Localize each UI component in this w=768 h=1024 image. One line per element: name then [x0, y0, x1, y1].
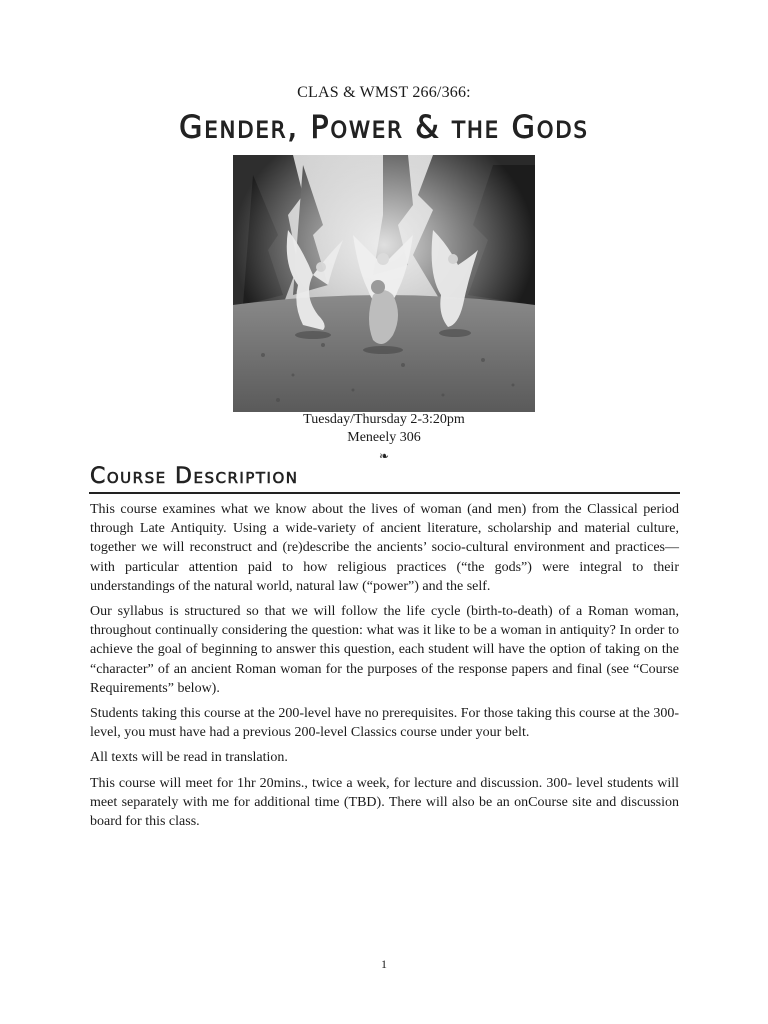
section-heading: Course Description — [90, 464, 299, 489]
course-description-body — [90, 500, 679, 837]
paragraph-meeting-details: This course will meet for 1hr 20mins., twice a week, for lecture and discussion. 300- level students will meet separately with me for additional time (TBD). There will also be an onCourse site and discussion board for this class. — [90, 775, 679, 830]
course-code: CLAS & WMST 266/366: — [297, 84, 471, 101]
paragraph-syllabus-structure: Our syllabus is structured so that we will follow the life cycle (birth-to-death) of a Roman woman, throughout continually considering the question: what was it like to be a woman in antiquity? In order to achieve the goal of beginning to answer this question, each student will have the option of taking on the “character” of an ancient Roman woman for the purposes of the response papers and final (see “Course Requirements” below). — [90, 604, 679, 696]
photograph-illustration — [233, 155, 535, 412]
section-divider — [89, 492, 680, 494]
page-title: Gender, Power & the Gods — [179, 109, 589, 146]
photograph — [233, 155, 535, 412]
paragraph-translation-note: All texts will be read in translation. — [90, 750, 288, 766]
paragraph-prerequisites: Students taking this course at the 200-level have no prerequisites. For those taking this course at the 300-level, you must have had a previous 200-level Classics course under your belt. — [90, 706, 679, 741]
page-number: 1 — [381, 957, 387, 971]
fleuron-ornament: ❧ — [378, 449, 390, 463]
meeting-room: Meneely 306 — [347, 430, 421, 445]
paragraph-overview: This course examines what we know about the lives of woman (and men) from the Classical period through Late Antiquity. Using a wide-variety of ancient literature, scholarship and material culture, together we will reconstruct and (re)describe the ancients’ socio-cultural environment and practices—with particular attention paid to how religious practices (“the gods”) were integral to their understandings of the natural world, natural law (“power”) and the self. — [90, 502, 679, 594]
meeting-time: Tuesday/Thursday 2-3:20pm — [303, 412, 465, 427]
